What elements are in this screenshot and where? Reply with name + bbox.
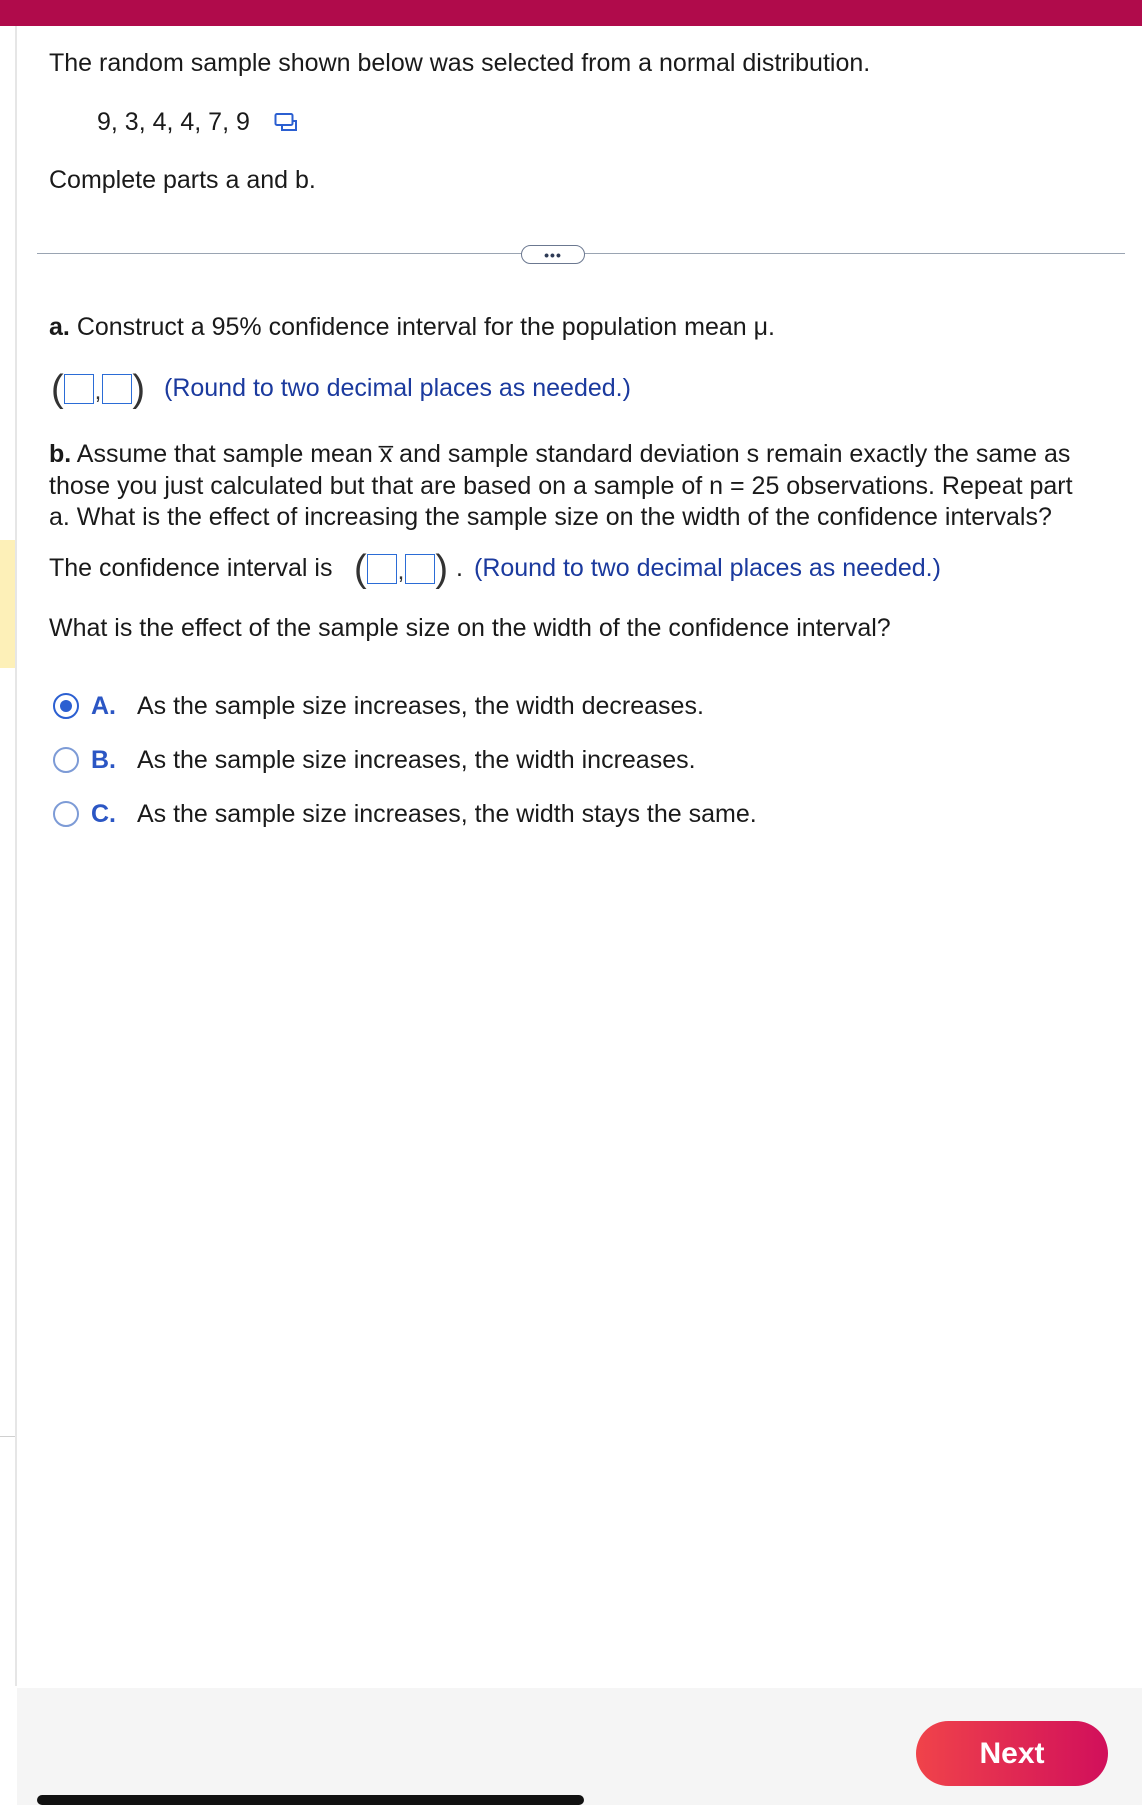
option-c-letter: C. xyxy=(91,800,116,828)
problem-intro: The random sample shown below was selected from a normal distribution. xyxy=(49,49,871,77)
option-a[interactable] xyxy=(91,690,704,722)
part-b-effect-question: What is the effect of the sample size on the width of the confidence interval? xyxy=(49,614,891,642)
part-a-question xyxy=(49,311,775,343)
option-c-text: As the sample size increases, the width stays the same. xyxy=(136,800,757,828)
open-paren: ( xyxy=(354,548,367,590)
part-b-line-3: a. What is the effect of increasing the sample size on the width of the confidence intervals? xyxy=(49,503,1052,531)
part-a-label: a. xyxy=(49,313,70,341)
open-paren: ( xyxy=(51,368,64,410)
sample-values: 9, 3, 4, 4, 7, 9 xyxy=(97,108,250,136)
part-b-line-2: those you just calculated but that are based on a sample of n = 25 observations. Repeat part xyxy=(49,472,1073,500)
option-b[interactable] xyxy=(91,744,696,776)
part-b-label: b. xyxy=(49,440,72,468)
next-button[interactable]: Next xyxy=(916,1721,1108,1786)
part-a-lower-bound-input[interactable] xyxy=(64,374,94,404)
top-accent-bar xyxy=(0,0,1142,26)
option-a-letter: A. xyxy=(91,692,116,720)
part-b-lower-bound-input[interactable] xyxy=(367,554,397,584)
show-more-button[interactable]: ••• xyxy=(521,245,585,264)
home-indicator xyxy=(37,1795,584,1805)
part-a-interval-answer xyxy=(51,369,145,409)
part-b-upper-bound-input[interactable] xyxy=(405,554,435,584)
part-a-upper-bound-input[interactable] xyxy=(102,374,132,404)
option-c[interactable] xyxy=(91,798,757,830)
left-margin-tick xyxy=(0,1436,15,1437)
comma: , xyxy=(94,378,102,405)
close-paren: ) xyxy=(132,368,145,410)
comma: , xyxy=(397,558,405,585)
part-a-question-text: Construct a 95% confidence interval for the population mean μ. xyxy=(76,313,775,341)
part-b-line-1-text: Assume that sample mean x̅ and sample standard deviation s remain exactly the same as xyxy=(76,440,1071,468)
close-paren: ) xyxy=(435,548,448,590)
part-b-line-1 xyxy=(49,438,1070,470)
copy-data-icon[interactable] xyxy=(274,110,298,134)
left-current-part-marker xyxy=(0,540,15,668)
part-b-round-note: (Round to two decimal places as needed.) xyxy=(474,554,941,582)
option-a-radio[interactable] xyxy=(53,693,79,719)
option-b-letter: B. xyxy=(91,746,116,774)
part-b-interval-answer xyxy=(354,549,448,589)
option-a-text: As the sample size increases, the width decreases. xyxy=(136,692,704,720)
part-a-round-note: (Round to two decimal places as needed.) xyxy=(164,374,631,402)
option-b-text: As the sample size increases, the width increases. xyxy=(136,746,696,774)
option-b-radio[interactable] xyxy=(53,747,79,773)
part-b-ci-period: . xyxy=(456,554,463,582)
option-c-radio[interactable] xyxy=(53,801,79,827)
left-margin-rule xyxy=(15,26,17,1686)
part-b-ci-prefix: The confidence interval is xyxy=(49,554,333,582)
instruction-text: Complete parts a and b. xyxy=(49,166,316,194)
